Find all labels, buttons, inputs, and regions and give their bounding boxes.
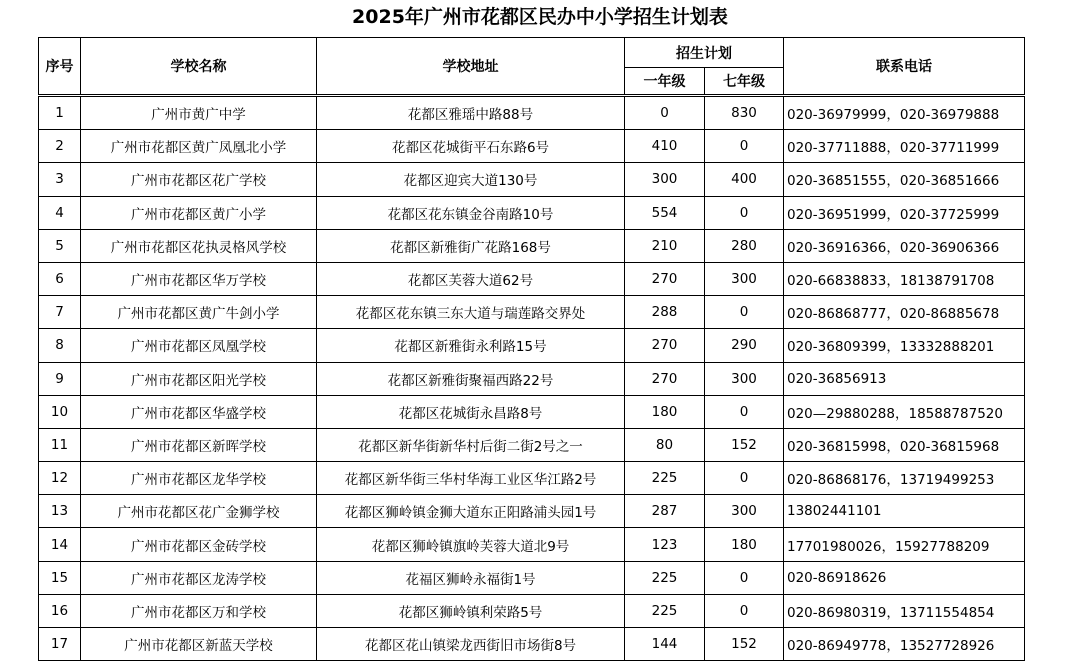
cell-school-name: 广州市花都区黄广牛剑小学 [81,296,317,329]
cell-grade1: 144 [625,628,705,661]
cell-school-name: 广州市花都区黄广凤凰北小学 [81,130,317,163]
cell-seq: 12 [39,462,81,495]
cell-grade1: 210 [625,229,705,262]
cell-school-name: 广州市花都区黄广小学 [81,196,317,229]
table-row [39,196,1025,229]
cell-school-address: 花都区狮岭镇金狮大道东正阳路浦头园1号 [317,495,625,528]
cell-seq: 9 [39,362,81,395]
cell-grade1: 270 [625,362,705,395]
cell-school-address: 花都区新雅街永利路15号 [317,329,625,362]
cell-grade7: 0 [705,594,784,627]
cell-phone: 020—29880288，18588787520 [784,395,1025,428]
table-row [39,329,1025,362]
cell-grade7: 280 [705,229,784,262]
cell-grade7: 0 [705,130,784,163]
table-row [39,96,1025,130]
table-row [39,428,1025,461]
cell-phone: 020-86949778，13527728926 [784,628,1025,661]
cell-school-name: 广州市花都区金砖学校 [81,528,317,561]
cell-grade1: 410 [625,130,705,163]
cell-school-name: 广州市花都区华盛学校 [81,395,317,428]
cell-seq: 13 [39,495,81,528]
cell-school-name: 广州市花都区凤凰学校 [81,329,317,362]
cell-grade7: 152 [705,428,784,461]
cell-seq: 5 [39,229,81,262]
cell-seq: 1 [39,96,81,130]
cell-school-address: 花都区狮岭镇利荣路5号 [317,594,625,627]
cell-phone: 020-66838833，18138791708 [784,262,1025,295]
cell-phone: 020-86868777，020-86885678 [784,296,1025,329]
cell-school-address: 花都区新华街新华村后街二街2号之一 [317,428,625,461]
cell-school-address: 花都区花山镇梁龙西街旧市场街8号 [317,628,625,661]
cell-phone: 020-36916366，020-36906366 [784,229,1025,262]
cell-seq: 17 [39,628,81,661]
cell-school-address: 花都区花东镇三东大道与瑞莲路交界处 [317,296,625,329]
cell-grade1: 225 [625,561,705,594]
cell-phone: 020-36809399，13332888201 [784,329,1025,362]
page-title: 2025年广州市花都区民办中小学招生计划表 [352,6,728,28]
header-school-address: 学校地址 [317,38,625,96]
cell-grade7: 300 [705,362,784,395]
cell-grade1: 288 [625,296,705,329]
header-phone: 联系电话 [784,38,1025,96]
cell-school-address: 花都区新雅街聚福西路22号 [317,362,625,395]
cell-school-name: 广州市黄广中学 [81,96,317,130]
cell-grade1: 0 [625,96,705,130]
cell-school-address: 花福区狮岭永福街1号 [317,561,625,594]
cell-grade7: 0 [705,296,784,329]
table-row [39,495,1025,528]
cell-phone: 17701980026，15927788209 [784,528,1025,561]
cell-phone: 020-36856913 [784,362,1025,395]
table-row [39,628,1025,661]
cell-grade1: 300 [625,163,705,196]
cell-seq: 10 [39,395,81,428]
header-grade7: 七年级 [705,68,784,96]
cell-school-name: 广州市花都区花广金狮学校 [81,495,317,528]
table-row [39,561,1025,594]
cell-grade1: 225 [625,462,705,495]
cell-school-name: 广州市花都区华万学校 [81,262,317,295]
cell-grade7: 152 [705,628,784,661]
cell-grade7: 0 [705,561,784,594]
table-row [39,528,1025,561]
cell-grade7: 290 [705,329,784,362]
cell-seq: 15 [39,561,81,594]
cell-grade1: 270 [625,262,705,295]
cell-seq: 7 [39,296,81,329]
cell-phone: 13802441101 [784,495,1025,528]
cell-school-address: 花都区芙蓉大道62号 [317,262,625,295]
cell-phone: 020-36815998，020-36815968 [784,428,1025,461]
table-header [39,38,1025,96]
cell-school-name: 广州市花都区新蓝天学校 [81,628,317,661]
cell-school-name: 广州市花都区花广学校 [81,163,317,196]
table-row [39,462,1025,495]
cell-school-address: 花都区花东镇金谷南路10号 [317,196,625,229]
cell-phone: 020-36851555，020-36851666 [784,163,1025,196]
cell-school-address: 花都区花城街平石东路6号 [317,130,625,163]
cell-grade7: 0 [705,395,784,428]
table-row [39,130,1025,163]
cell-school-name: 广州市花都区万和学校 [81,594,317,627]
cell-seq: 2 [39,130,81,163]
cell-phone: 020-86868176，13719499253 [784,462,1025,495]
cell-school-name: 广州市花都区花执灵格风学校 [81,229,317,262]
table-body [39,96,1025,661]
table-row [39,296,1025,329]
cell-school-name: 广州市花都区龙涛学校 [81,561,317,594]
cell-phone: 020-86980319，13711554854 [784,594,1025,627]
cell-seq: 3 [39,163,81,196]
table-row [39,362,1025,395]
cell-grade1: 225 [625,594,705,627]
cell-grade1: 270 [625,329,705,362]
cell-phone: 020-37711888，020-37711999 [784,130,1025,163]
cell-school-address: 花都区新雅街广花路168号 [317,229,625,262]
table-row [39,395,1025,428]
cell-seq: 4 [39,196,81,229]
cell-grade1: 180 [625,395,705,428]
header-seq: 序号 [39,38,81,96]
header-grade1: 一年级 [625,68,705,96]
cell-grade7: 0 [705,462,784,495]
table-row [39,229,1025,262]
cell-school-name: 广州市花都区新晖学校 [81,428,317,461]
header-school-name: 学校名称 [81,38,317,96]
table-row [39,163,1025,196]
cell-seq: 8 [39,329,81,362]
cell-seq: 14 [39,528,81,561]
cell-grade7: 300 [705,495,784,528]
cell-school-address: 花都区雅瑶中路88号 [317,96,625,130]
cell-phone: 020-36951999，020-37725999 [784,196,1025,229]
cell-grade7: 400 [705,163,784,196]
cell-school-name: 广州市花都区阳光学校 [81,362,317,395]
cell-seq: 11 [39,428,81,461]
header-enrollment-plan: 招生计划 [625,38,784,68]
cell-grade1: 554 [625,196,705,229]
table-row [39,594,1025,627]
cell-grade7: 300 [705,262,784,295]
cell-phone: 020-36979999，020-36979888 [784,96,1025,130]
cell-grade1: 123 [625,528,705,561]
table-row [39,262,1025,295]
cell-seq: 6 [39,262,81,295]
cell-school-address: 花都区迎宾大道130号 [317,163,625,196]
cell-school-address: 花都区新华街三华村华海工业区华江路2号 [317,462,625,495]
cell-grade7: 0 [705,196,784,229]
cell-grade7: 830 [705,96,784,130]
cell-phone: 020-86918626 [784,561,1025,594]
cell-grade1: 80 [625,428,705,461]
cell-school-name: 广州市花都区龙华学校 [81,462,317,495]
cell-school-address: 花都区狮岭镇旗岭芙蓉大道北9号 [317,528,625,561]
cell-seq: 16 [39,594,81,627]
cell-grade1: 287 [625,495,705,528]
cell-grade7: 180 [705,528,784,561]
enrollment-plan-table [38,37,1025,661]
cell-school-address: 花都区花城街永昌路8号 [317,395,625,428]
